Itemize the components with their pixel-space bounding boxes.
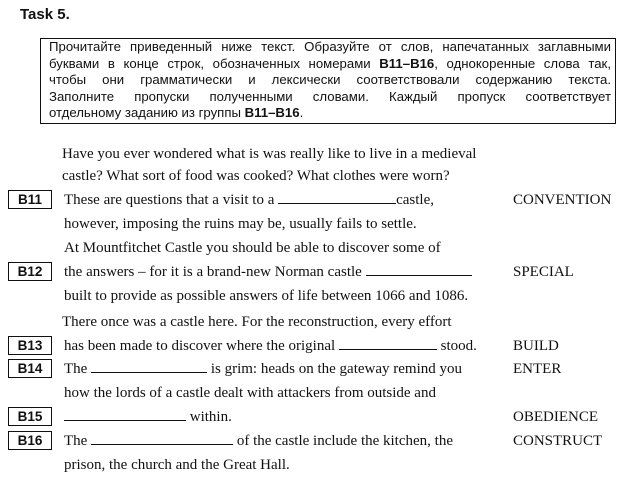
item-label-b16: B16 bbox=[8, 431, 52, 450]
answer-blank-b15[interactable] bbox=[64, 406, 186, 421]
text-line: Have you ever wondered what is was really like to live in a medieval bbox=[62, 146, 477, 162]
answer-blank-b13[interactable] bbox=[339, 335, 437, 350]
text-line: There once was a castle here. For the reconstruction, every effort bbox=[62, 314, 452, 330]
instruction-line-2: буквами в конце строк, обозначенных номерами B11–B16, однокоренные слова так, bbox=[49, 55, 611, 71]
text-line: how the lords of a castle dealt with attackers from outside and bbox=[64, 385, 436, 401]
text-line: At Mountfitchet Castle you should be able to discover some of bbox=[64, 240, 441, 256]
item-row-b15: B15 within. OBEDIENCE bbox=[0, 406, 640, 428]
instruction-line-3: чтобы они грамматически и лексически соответствовали содержанию текста. bbox=[49, 72, 611, 88]
item-label-b14: B14 bbox=[8, 359, 52, 378]
item-row-b11: B11 These are questions that a visit to a castle, CONVENTION bbox=[0, 189, 640, 211]
text-line: built to provide as possible answers of life between 1066 and 1086. bbox=[64, 288, 469, 304]
item-label-b11: B11 bbox=[8, 190, 52, 209]
task-title: Task 5. bbox=[20, 6, 70, 23]
item-label-b15: B15 bbox=[8, 407, 52, 426]
text-line: castle? What sort of food was cooked? What clothes were worn? bbox=[62, 168, 450, 184]
item-row-b14: B14 The is grim: heads on the gateway remind you ENTER bbox=[0, 358, 640, 380]
answer-blank-b14[interactable] bbox=[91, 358, 207, 373]
item-label-b13: B13 bbox=[8, 336, 52, 355]
stem-word-b13: BUILD bbox=[513, 338, 559, 354]
instructions-box bbox=[40, 38, 616, 124]
item-row-b16: B16 The of the castle include the kitchen, the CONSTRUCT bbox=[0, 430, 640, 452]
stem-word-b15: OBEDIENCE bbox=[513, 409, 598, 425]
instruction-line-4: Заполните пропуски полученными словами. Каждый пропуск соответствует bbox=[49, 88, 611, 104]
stem-word-b12: SPECIAL bbox=[513, 264, 574, 280]
instruction-line-1: Прочитайте приведенный ниже текст. Образуйте от слов, напечатанных заглавными bbox=[49, 39, 611, 54]
instruction-line-5: отдельному заданию из группы B11–B16. bbox=[49, 105, 304, 121]
item-label-b12: B12 bbox=[8, 262, 52, 281]
answer-blank-b16[interactable] bbox=[91, 430, 233, 445]
stem-word-b16: CONSTRUCT bbox=[513, 433, 603, 449]
stem-word-b14: ENTER bbox=[513, 361, 562, 377]
item-row-b13: B13 has been made to discover where the original stood. BUILD bbox=[0, 335, 640, 357]
text-line: prison, the church and the Great Hall. bbox=[64, 457, 290, 473]
answer-blank-b11[interactable] bbox=[278, 189, 396, 204]
answer-blank-b12[interactable] bbox=[366, 261, 472, 276]
stem-word-b11: CONVENTION bbox=[513, 192, 612, 208]
text-line: however, imposing the ruins may be, usually fails to settle. bbox=[64, 216, 417, 232]
item-row-b12: B12 the answers – for it is a brand-new Norman castle SPECIAL bbox=[0, 261, 640, 283]
